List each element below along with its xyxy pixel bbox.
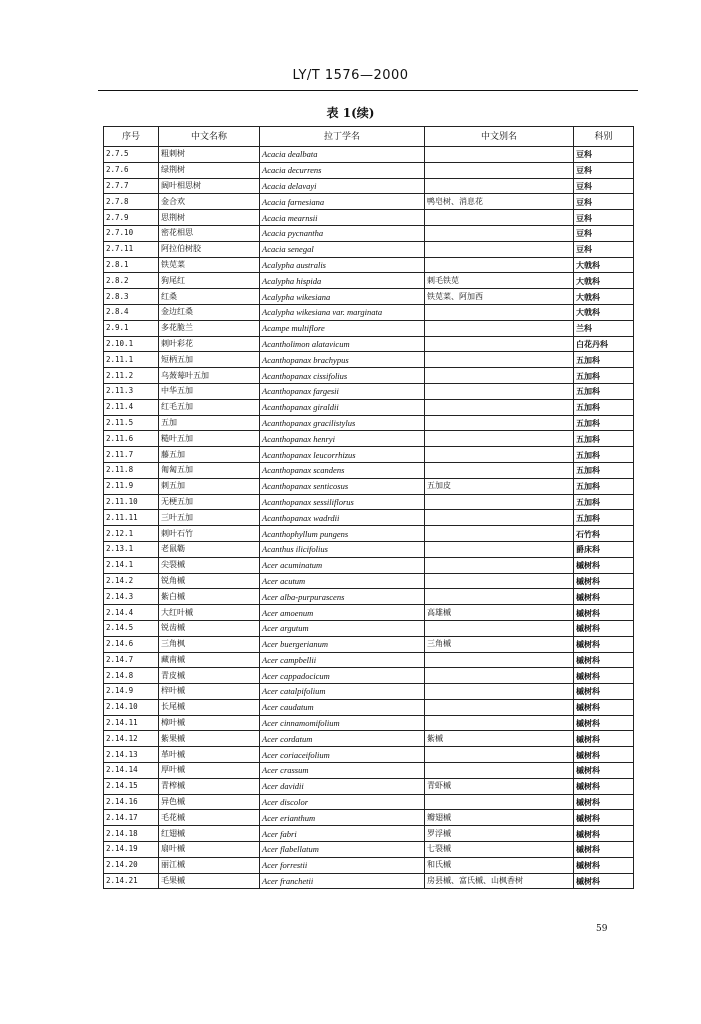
cell-alias	[425, 257, 574, 273]
cell-cn-name: 铁苋菜	[159, 257, 260, 273]
cell-latin-name: Acantholimon alatavicum	[260, 336, 425, 352]
cell-latin-name: Acampe multiflore	[260, 320, 425, 336]
cell-latin-name: Acacia mearnsii	[260, 210, 425, 226]
cell-alias: 铁苋菜、阿加西	[425, 289, 574, 305]
cell-alias	[425, 178, 574, 194]
cell-no: 2.8.4	[104, 304, 159, 320]
cell-alias	[425, 557, 574, 573]
cell-alias	[425, 620, 574, 636]
cell-family: 槭树科	[574, 747, 634, 763]
table-row	[104, 289, 634, 305]
cell-latin-name: Acanthopanax brachypus	[260, 352, 425, 368]
cell-alias: 青虾槭	[425, 778, 574, 794]
cell-no: 2.11.4	[104, 399, 159, 415]
cell-no: 2.14.19	[104, 842, 159, 858]
cell-no: 2.11.11	[104, 510, 159, 526]
cell-family: 五加科	[574, 368, 634, 384]
table-row	[104, 431, 634, 447]
cell-cn-name: 梓叶槭	[159, 684, 260, 700]
cell-cn-name: 无梗五加	[159, 494, 260, 510]
cell-alias: 高雄槭	[425, 605, 574, 621]
table-row	[104, 620, 634, 636]
cell-family: 五加科	[574, 352, 634, 368]
cell-alias	[425, 383, 574, 399]
col-header-no: 序号	[104, 127, 159, 147]
cell-family: 爵床科	[574, 541, 634, 557]
cell-alias	[425, 763, 574, 779]
table-row	[104, 636, 634, 652]
table-row	[104, 147, 634, 163]
cell-alias	[425, 210, 574, 226]
table-row	[104, 178, 634, 194]
cell-no: 2.11.7	[104, 447, 159, 463]
cell-cn-name: 刺五加	[159, 478, 260, 494]
table-row	[104, 826, 634, 842]
cell-family: 豆科	[574, 162, 634, 178]
cell-family: 槭树科	[574, 857, 634, 873]
cell-family: 槭树科	[574, 842, 634, 858]
cell-alias	[425, 147, 574, 163]
cell-alias	[425, 510, 574, 526]
cell-cn-name: 三叶五加	[159, 510, 260, 526]
cell-alias	[425, 352, 574, 368]
table-row	[104, 747, 634, 763]
table-row	[104, 399, 634, 415]
cell-no: 2.11.9	[104, 478, 159, 494]
cell-no: 2.14.4	[104, 605, 159, 621]
cell-cn-name: 毛花槭	[159, 810, 260, 826]
cell-alias	[425, 304, 574, 320]
table-row	[104, 352, 634, 368]
cell-latin-name: Acanthopanax giraldii	[260, 399, 425, 415]
cell-family: 槭树科	[574, 652, 634, 668]
cell-family: 五加科	[574, 431, 634, 447]
cell-alias	[425, 526, 574, 542]
cell-cn-name: 短柄五加	[159, 352, 260, 368]
cell-cn-name: 金合欢	[159, 194, 260, 210]
cell-alias	[425, 225, 574, 241]
cell-no: 2.14.9	[104, 684, 159, 700]
cell-latin-name: Acer catalpifolium	[260, 684, 425, 700]
cell-family: 槭树科	[574, 794, 634, 810]
cell-alias: 房县槭、富氏槭、山枫香树	[425, 873, 574, 889]
cell-latin-name: Acer davidii	[260, 778, 425, 794]
col-header-family: 科别	[574, 127, 634, 147]
cell-cn-name: 革叶槭	[159, 747, 260, 763]
cell-latin-name: Acer cordatum	[260, 731, 425, 747]
cell-alias	[425, 162, 574, 178]
table-row	[104, 225, 634, 241]
cell-cn-name: 红毛五加	[159, 399, 260, 415]
cell-cn-name: 中华五加	[159, 383, 260, 399]
cell-latin-name: Acer cappadocicum	[260, 668, 425, 684]
cell-family: 槭树科	[574, 731, 634, 747]
cell-alias: 瓣翅槭	[425, 810, 574, 826]
cell-family: 豆科	[574, 225, 634, 241]
cell-latin-name: Acer forrestii	[260, 857, 425, 873]
cell-family: 槭树科	[574, 684, 634, 700]
cell-cn-name: 匍匐五加	[159, 462, 260, 478]
cell-latin-name: Acacia delavayi	[260, 178, 425, 194]
cell-alias	[425, 447, 574, 463]
table-row	[104, 494, 634, 510]
table-row	[104, 368, 634, 384]
cell-alias	[425, 494, 574, 510]
cell-no: 2.11.3	[104, 383, 159, 399]
cell-alias: 紫槭	[425, 731, 574, 747]
table-row	[104, 210, 634, 226]
cell-cn-name: 刺叶石竹	[159, 526, 260, 542]
cell-latin-name: Acer amoenum	[260, 605, 425, 621]
cell-cn-name: 丽江槭	[159, 857, 260, 873]
table-row	[104, 336, 634, 352]
cell-latin-name: Acanthopanax sessiliflorus	[260, 494, 425, 510]
cell-cn-name: 扇叶槭	[159, 842, 260, 858]
cell-no: 2.14.13	[104, 747, 159, 763]
cell-cn-name: 密花相思	[159, 225, 260, 241]
table-row	[104, 162, 634, 178]
cell-family: 豆科	[574, 178, 634, 194]
table-row	[104, 478, 634, 494]
cell-alias	[425, 399, 574, 415]
cell-family: 豆科	[574, 241, 634, 257]
cell-cn-name: 糙叶五加	[159, 431, 260, 447]
cell-family: 五加科	[574, 494, 634, 510]
cell-alias	[425, 794, 574, 810]
cell-family: 大戟科	[574, 304, 634, 320]
table-title: 表 1(续)	[326, 106, 375, 120]
cell-no: 2.7.9	[104, 210, 159, 226]
cell-cn-name: 樟叶槭	[159, 715, 260, 731]
table-row	[104, 462, 634, 478]
table-row	[104, 810, 634, 826]
cell-cn-name: 大红叶槭	[159, 605, 260, 621]
cell-alias	[425, 715, 574, 731]
cell-no: 2.11.5	[104, 415, 159, 431]
table-row	[104, 794, 634, 810]
cell-latin-name: Acer campbellii	[260, 652, 425, 668]
cell-cn-name: 锐角槭	[159, 573, 260, 589]
cell-cn-name: 厚叶槭	[159, 763, 260, 779]
cell-cn-name: 红桑	[159, 289, 260, 305]
table-row	[104, 541, 634, 557]
cell-family: 槭树科	[574, 715, 634, 731]
header-rule	[98, 90, 638, 91]
cell-no: 2.11.10	[104, 494, 159, 510]
cell-family: 槭树科	[574, 826, 634, 842]
cell-family: 大戟科	[574, 273, 634, 289]
cell-alias	[425, 684, 574, 700]
cell-alias	[425, 241, 574, 257]
cell-alias	[425, 336, 574, 352]
cell-cn-name: 粗刺树	[159, 147, 260, 163]
cell-family: 五加科	[574, 447, 634, 463]
cell-latin-name: Acer crassum	[260, 763, 425, 779]
page-number: 59	[596, 924, 608, 934]
cell-latin-name: Acalypha wikesiana var. marginata	[260, 304, 425, 320]
table-row	[104, 273, 634, 289]
cell-family: 槭树科	[574, 589, 634, 605]
cell-latin-name: Acer fabri	[260, 826, 425, 842]
cell-no: 2.7.10	[104, 225, 159, 241]
cell-family: 兰科	[574, 320, 634, 336]
cell-cn-name: 青皮槭	[159, 668, 260, 684]
table-row	[104, 763, 634, 779]
cell-latin-name: Acer argutum	[260, 620, 425, 636]
cell-no: 2.7.11	[104, 241, 159, 257]
cell-latin-name: Acer erianthum	[260, 810, 425, 826]
cell-latin-name: Acanthopanax leucorrhizus	[260, 447, 425, 463]
cell-no: 2.14.11	[104, 715, 159, 731]
cell-cn-name: 狗尾红	[159, 273, 260, 289]
cell-alias: 三角槭	[425, 636, 574, 652]
cell-family: 豆科	[574, 147, 634, 163]
cell-no: 2.14.8	[104, 668, 159, 684]
cell-family: 五加科	[574, 415, 634, 431]
cell-latin-name: Acer buergerianum	[260, 636, 425, 652]
cell-family: 石竹科	[574, 526, 634, 542]
cell-no: 2.14.18	[104, 826, 159, 842]
cell-latin-name: Acalypha australis	[260, 257, 425, 273]
cell-cn-name: 锐齿槭	[159, 620, 260, 636]
cell-latin-name: Acer acuminatum	[260, 557, 425, 573]
cell-no: 2.7.8	[104, 194, 159, 210]
table-row	[104, 778, 634, 794]
cell-family: 豆科	[574, 210, 634, 226]
cell-latin-name: Acacia decurrens	[260, 162, 425, 178]
cell-cn-name: 绿荆树	[159, 162, 260, 178]
table-row	[104, 573, 634, 589]
cell-cn-name: 乌蔹莓叶五加	[159, 368, 260, 384]
cell-alias	[425, 668, 574, 684]
cell-latin-name: Acer caudatum	[260, 699, 425, 715]
cell-no: 2.14.20	[104, 857, 159, 873]
cell-cn-name: 阔叶相思树	[159, 178, 260, 194]
cell-cn-name: 刺叶彩花	[159, 336, 260, 352]
cell-cn-name: 三角枫	[159, 636, 260, 652]
cell-family: 槭树科	[574, 763, 634, 779]
cell-cn-name: 阿拉伯树胶	[159, 241, 260, 257]
cell-family: 槭树科	[574, 620, 634, 636]
cell-no: 2.14.7	[104, 652, 159, 668]
cell-latin-name: Acacia pycnantha	[260, 225, 425, 241]
cell-family: 豆科	[574, 194, 634, 210]
cell-family: 白花丹科	[574, 336, 634, 352]
cell-latin-name: Acalypha hispida	[260, 273, 425, 289]
cell-alias	[425, 589, 574, 605]
cell-family: 槭树科	[574, 636, 634, 652]
cell-no: 2.11.6	[104, 431, 159, 447]
cell-latin-name: Acanthophyllum pungens	[260, 526, 425, 542]
cell-latin-name: Acacia senegal	[260, 241, 425, 257]
cell-alias: 七裂槭	[425, 842, 574, 858]
cell-no: 2.14.21	[104, 873, 159, 889]
col-header-cn: 中文名称	[159, 127, 260, 147]
cell-no: 2.9.1	[104, 320, 159, 336]
cell-no: 2.14.15	[104, 778, 159, 794]
cell-latin-name: Acer franchetii	[260, 873, 425, 889]
cell-cn-name: 毛果槭	[159, 873, 260, 889]
cell-cn-name: 尖裂槭	[159, 557, 260, 573]
cell-alias	[425, 699, 574, 715]
cell-no: 2.14.17	[104, 810, 159, 826]
cell-cn-name: 五加	[159, 415, 260, 431]
cell-latin-name: Acer coriaceifolium	[260, 747, 425, 763]
cell-no: 2.10.1	[104, 336, 159, 352]
cell-no: 2.7.6	[104, 162, 159, 178]
table-row	[104, 589, 634, 605]
cell-family: 槭树科	[574, 668, 634, 684]
table-row	[104, 699, 634, 715]
table-row	[104, 415, 634, 431]
cell-cn-name: 金边红桑	[159, 304, 260, 320]
cell-latin-name: Acer flabellatum	[260, 842, 425, 858]
table-row	[104, 715, 634, 731]
cell-no: 2.8.3	[104, 289, 159, 305]
cell-no: 2.8.1	[104, 257, 159, 273]
cell-cn-name: 紫白槭	[159, 589, 260, 605]
cell-latin-name: Acacia farnesiana	[260, 194, 425, 210]
cell-alias	[425, 652, 574, 668]
cell-no: 2.14.12	[104, 731, 159, 747]
cell-alias: 五加皮	[425, 478, 574, 494]
cell-latin-name: Acalypha wikesiana	[260, 289, 425, 305]
cell-latin-name: Acer acutum	[260, 573, 425, 589]
cell-family: 五加科	[574, 478, 634, 494]
cell-cn-name: 多花脆兰	[159, 320, 260, 336]
table-row	[104, 684, 634, 700]
cell-no: 2.14.6	[104, 636, 159, 652]
table-row	[104, 668, 634, 684]
cell-alias: 刺毛铁苋	[425, 273, 574, 289]
table-row	[104, 194, 634, 210]
cell-cn-name: 藏南槭	[159, 652, 260, 668]
table-row	[104, 510, 634, 526]
table-row	[104, 320, 634, 336]
table-row	[104, 842, 634, 858]
cell-latin-name: Acanthopanax gracilistylus	[260, 415, 425, 431]
table-row	[104, 873, 634, 889]
cell-no: 2.14.2	[104, 573, 159, 589]
table-row	[104, 383, 634, 399]
cell-no: 2.14.1	[104, 557, 159, 573]
cell-no: 2.12.1	[104, 526, 159, 542]
cell-alias: 罗浮槭	[425, 826, 574, 842]
cell-cn-name: 思荆树	[159, 210, 260, 226]
cell-alias	[425, 415, 574, 431]
cell-no: 2.14.14	[104, 763, 159, 779]
cell-alias: 和氏槭	[425, 857, 574, 873]
cell-no: 2.14.10	[104, 699, 159, 715]
cell-latin-name: Acanthopanax senticosus	[260, 478, 425, 494]
cell-latin-name: Acanthopanax cissifolius	[260, 368, 425, 384]
cell-latin-name: Acanthopanax scandens	[260, 462, 425, 478]
cell-latin-name: Acanthopanax fargesii	[260, 383, 425, 399]
cell-family: 槭树科	[574, 873, 634, 889]
table-row	[104, 731, 634, 747]
cell-alias	[425, 541, 574, 557]
cell-cn-name: 异色槭	[159, 794, 260, 810]
species-table	[103, 126, 634, 889]
col-header-latin: 拉丁学名	[260, 127, 425, 147]
cell-no: 2.14.16	[104, 794, 159, 810]
table-row	[104, 857, 634, 873]
cell-family: 大戟科	[574, 257, 634, 273]
cell-alias	[425, 462, 574, 478]
cell-family: 槭树科	[574, 810, 634, 826]
cell-no: 2.14.3	[104, 589, 159, 605]
cell-alias	[425, 747, 574, 763]
cell-family: 大戟科	[574, 289, 634, 305]
table-row	[104, 605, 634, 621]
cell-no: 2.7.5	[104, 147, 159, 163]
cell-family: 五加科	[574, 399, 634, 415]
cell-latin-name: Acer alba-purpurascens	[260, 589, 425, 605]
cell-no: 2.11.2	[104, 368, 159, 384]
table-row	[104, 241, 634, 257]
cell-cn-name: 红翅槭	[159, 826, 260, 842]
table-header-row	[104, 127, 634, 147]
standard-code: LY/T 1576—2000	[292, 68, 409, 83]
cell-cn-name: 藤五加	[159, 447, 260, 463]
cell-family: 五加科	[574, 510, 634, 526]
cell-family: 五加科	[574, 462, 634, 478]
cell-latin-name: Acer cinnamomifolium	[260, 715, 425, 731]
cell-latin-name: Acer discolor	[260, 794, 425, 810]
cell-alias	[425, 320, 574, 336]
cell-latin-name: Acanthopanax wadrdii	[260, 510, 425, 526]
cell-alias: 鸭皂树、消息花	[425, 194, 574, 210]
cell-alias	[425, 573, 574, 589]
cell-alias	[425, 431, 574, 447]
cell-no: 2.7.7	[104, 178, 159, 194]
cell-cn-name: 长尾槭	[159, 699, 260, 715]
table-row	[104, 652, 634, 668]
table-row	[104, 257, 634, 273]
cell-latin-name: Acanthus ilicifolius	[260, 541, 425, 557]
table-row	[104, 447, 634, 463]
table-row	[104, 526, 634, 542]
cell-no: 2.11.1	[104, 352, 159, 368]
cell-cn-name: 紫果槭	[159, 731, 260, 747]
cell-cn-name: 老鼠簕	[159, 541, 260, 557]
cell-cn-name: 青榨槭	[159, 778, 260, 794]
cell-alias	[425, 368, 574, 384]
cell-no: 2.13.1	[104, 541, 159, 557]
col-header-alias: 中文别名	[425, 127, 574, 147]
cell-family: 槭树科	[574, 573, 634, 589]
cell-latin-name: Acanthopanax henryi	[260, 431, 425, 447]
cell-family: 槭树科	[574, 557, 634, 573]
cell-no: 2.14.5	[104, 620, 159, 636]
table-row	[104, 304, 634, 320]
cell-family: 五加科	[574, 383, 634, 399]
cell-latin-name: Acacia dealbata	[260, 147, 425, 163]
cell-no: 2.8.2	[104, 273, 159, 289]
cell-family: 槭树科	[574, 778, 634, 794]
cell-family: 槭树科	[574, 699, 634, 715]
cell-no: 2.11.8	[104, 462, 159, 478]
cell-family: 槭树科	[574, 605, 634, 621]
table-row	[104, 557, 634, 573]
